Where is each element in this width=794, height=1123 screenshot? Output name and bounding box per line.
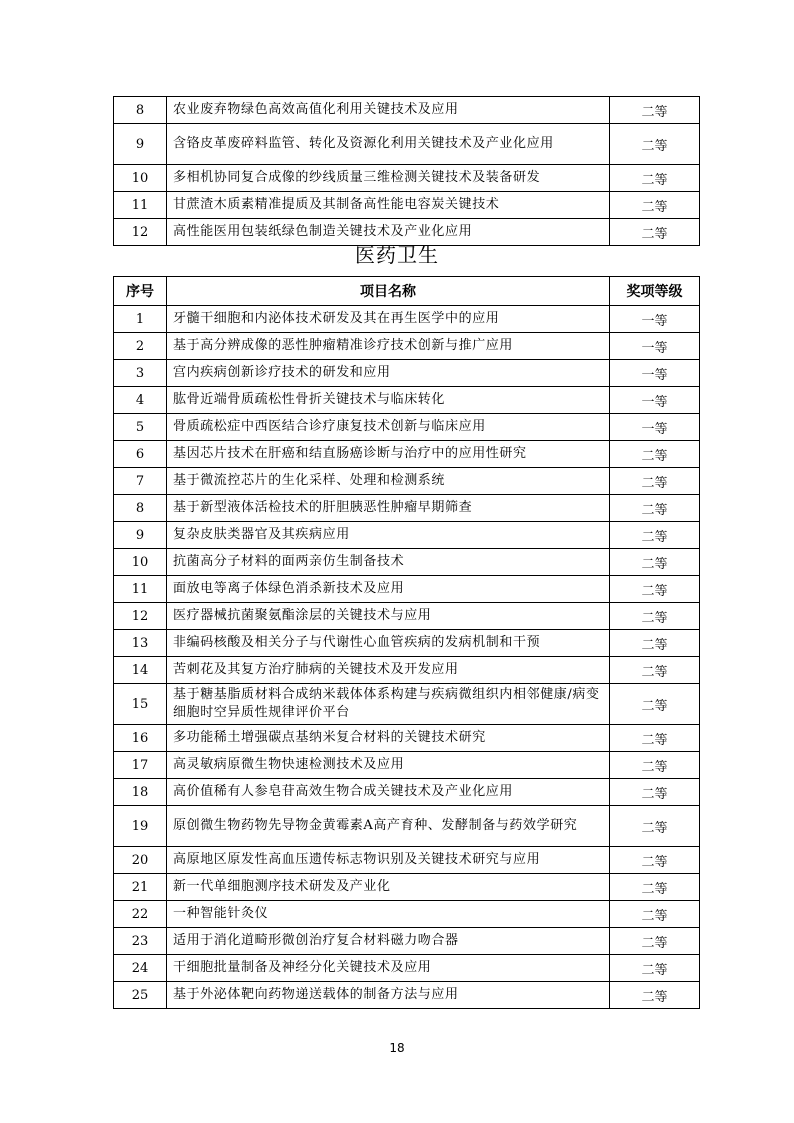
row-project-name: 高灵敏病原微生物快速检测技术及应用 [167, 752, 610, 779]
table-row [114, 360, 700, 387]
row-project-name: 基于新型液体活检技术的肝胆胰恶性肿瘤早期筛查 [167, 495, 610, 522]
row-project-name: 高性能医用包装纸绿色制造关键技术及产业化应用 [167, 219, 610, 246]
table-row [114, 725, 700, 752]
row-serial-number: 11 [114, 576, 167, 603]
row-award-level: 一等 [610, 306, 700, 333]
row-serial-number: 17 [114, 752, 167, 779]
table-row [114, 806, 700, 847]
row-award-level: 二等 [610, 874, 700, 901]
row-award-level: 二等 [610, 219, 700, 246]
table-row [114, 874, 700, 901]
row-serial-number: 21 [114, 874, 167, 901]
row-award-level: 二等 [610, 549, 700, 576]
row-project-name: 新一代单细胞测序技术研发及产业化 [167, 874, 610, 901]
row-project-name: 原创微生物药物先导物金黄霉素A高产育种、发酵制备与药效学研究 [167, 806, 610, 847]
row-project-name: 牙髓干细胞和内泌体技术研发及其在再生医学中的应用 [167, 306, 610, 333]
row-award-level: 一等 [610, 414, 700, 441]
row-serial-number: 9 [114, 124, 167, 165]
row-award-level: 二等 [610, 124, 700, 165]
table-row [114, 165, 700, 192]
table-row [114, 657, 700, 684]
row-award-level: 二等 [610, 847, 700, 874]
table-row [114, 928, 700, 955]
row-serial-number: 24 [114, 955, 167, 982]
row-project-name: 苦刺花及其复方治疗肺病的关键技术及开发应用 [167, 657, 610, 684]
row-award-level: 二等 [610, 192, 700, 219]
row-award-level: 二等 [610, 603, 700, 630]
row-award-level: 二等 [610, 468, 700, 495]
row-project-name: 高价值稀有人参皂苷高效生物合成关键技术及产业化应用 [167, 779, 610, 806]
row-serial-number: 9 [114, 522, 167, 549]
row-award-level: 二等 [610, 576, 700, 603]
row-serial-number: 13 [114, 630, 167, 657]
row-project-name: 干细胞批量制备及神经分化关键技术及应用 [167, 955, 610, 982]
table-row [114, 97, 700, 124]
row-project-name: 基于微流控芯片的生化采样、处理和检测系统 [167, 468, 610, 495]
page-number: 18 [389, 1041, 405, 1055]
row-serial-number: 15 [114, 684, 167, 725]
row-serial-number: 2 [114, 333, 167, 360]
row-award-level: 二等 [610, 901, 700, 928]
row-award-level: 二等 [610, 928, 700, 955]
row-project-name: 甘蔗渣木质素精准提质及其制备高性能电容炭关键技术 [167, 192, 610, 219]
row-project-name: 复杂皮肤类器官及其疾病应用 [167, 522, 610, 549]
table-row [114, 495, 700, 522]
table-row [114, 306, 700, 333]
table-row [114, 752, 700, 779]
row-award-level: 二等 [610, 657, 700, 684]
row-serial-number: 8 [114, 97, 167, 124]
table-header-row [114, 277, 700, 306]
table-row [114, 333, 700, 360]
table-row [114, 847, 700, 874]
row-serial-number: 7 [114, 468, 167, 495]
row-project-name: 一种智能针灸仪 [167, 901, 610, 928]
table-row [114, 468, 700, 495]
table-row [114, 387, 700, 414]
table-row [114, 779, 700, 806]
row-serial-number: 4 [114, 387, 167, 414]
row-project-name: 抗菌高分子材料的面两亲仿生制备技术 [167, 549, 610, 576]
row-award-level: 一等 [610, 387, 700, 414]
row-project-name: 宫内疾病创新诊疗技术的研发和应用 [167, 360, 610, 387]
row-serial-number: 12 [114, 219, 167, 246]
row-serial-number: 18 [114, 779, 167, 806]
row-award-level: 二等 [610, 441, 700, 468]
row-project-name: 基因芯片技术在肝癌和结直肠癌诊断与治疗中的应用性研究 [167, 441, 610, 468]
award-table-continued-body [114, 97, 700, 246]
row-project-name: 基于糖基脂质材料合成纳米载体体系构建与疾病微组织内相邻健康/病变细胞时空异质性规律评价平台 [167, 684, 610, 725]
table-row [114, 522, 700, 549]
row-project-name: 农业废弃物绿色高效高值化利用关键技术及应用 [167, 97, 610, 124]
row-award-level: 二等 [610, 752, 700, 779]
row-project-name: 高原地区原发性高血压遗传标志物识别及关键技术研究与应用 [167, 847, 610, 874]
row-serial-number: 3 [114, 360, 167, 387]
row-project-name: 含铬皮革废碎料监管、转化及资源化利用关键技术及产业化应用 [167, 124, 610, 165]
award-table-continued [113, 96, 700, 246]
table-row [114, 603, 700, 630]
row-serial-number: 14 [114, 657, 167, 684]
row-project-name: 面放电等离子体绿色消杀新技术及应用 [167, 576, 610, 603]
table-row [114, 576, 700, 603]
header-serial-number: 序号 [114, 277, 167, 306]
row-award-level: 二等 [610, 495, 700, 522]
medical-award-table [113, 276, 700, 1009]
row-project-name: 医疗器械抗菌聚氨酯涂层的关键技术与应用 [167, 603, 610, 630]
row-award-level: 一等 [610, 333, 700, 360]
table-row [114, 124, 700, 165]
row-award-level: 二等 [610, 522, 700, 549]
header-award-level: 奖项等级 [610, 277, 700, 306]
section-title: 医药卫生 [355, 243, 439, 267]
row-project-name: 非编码核酸及相关分子与代谢性心血管疾病的发病机制和干预 [167, 630, 610, 657]
row-award-level: 一等 [610, 360, 700, 387]
row-serial-number: 10 [114, 165, 167, 192]
table-row [114, 549, 700, 576]
row-serial-number: 25 [114, 982, 167, 1009]
row-serial-number: 20 [114, 847, 167, 874]
row-serial-number: 6 [114, 441, 167, 468]
row-serial-number: 5 [114, 414, 167, 441]
row-award-level: 二等 [610, 779, 700, 806]
row-project-name: 基于外泌体靶向药物递送载体的制备方法与应用 [167, 982, 610, 1009]
row-project-name: 基于高分辨成像的恶性肿瘤精准诊疗技术创新与推广应用 [167, 333, 610, 360]
row-award-level: 二等 [610, 806, 700, 847]
table-row [114, 901, 700, 928]
row-award-level: 二等 [610, 684, 700, 725]
row-serial-number: 10 [114, 549, 167, 576]
row-project-name: 多相机协同复合成像的纱线质量三维检测关键技术及装备研发 [167, 165, 610, 192]
table-row [114, 414, 700, 441]
row-serial-number: 23 [114, 928, 167, 955]
row-serial-number: 22 [114, 901, 167, 928]
row-award-level: 二等 [610, 955, 700, 982]
row-serial-number: 16 [114, 725, 167, 752]
table-row [114, 982, 700, 1009]
row-project-name: 多功能稀土增强碳点基纳米复合材料的关键技术研究 [167, 725, 610, 752]
row-award-level: 二等 [610, 630, 700, 657]
row-award-level: 二等 [610, 97, 700, 124]
row-award-level: 二等 [610, 165, 700, 192]
row-project-name: 适用于消化道畸形微创治疗复合材料磁力吻合器 [167, 928, 610, 955]
row-award-level: 二等 [610, 725, 700, 752]
table-row [114, 441, 700, 468]
table-row [114, 955, 700, 982]
header-project-name: 项目名称 [167, 277, 610, 306]
row-serial-number: 8 [114, 495, 167, 522]
row-serial-number: 12 [114, 603, 167, 630]
row-serial-number: 1 [114, 306, 167, 333]
table-row [114, 630, 700, 657]
table-row [114, 192, 700, 219]
medical-award-table-body [114, 306, 700, 1009]
row-award-level: 二等 [610, 982, 700, 1009]
row-project-name: 骨质疏松症中西医结合诊疗康复技术创新与临床应用 [167, 414, 610, 441]
row-project-name: 肱骨近端骨质疏松性骨折关键技术与临床转化 [167, 387, 610, 414]
row-serial-number: 11 [114, 192, 167, 219]
row-serial-number: 19 [114, 806, 167, 847]
table-row [114, 684, 700, 725]
